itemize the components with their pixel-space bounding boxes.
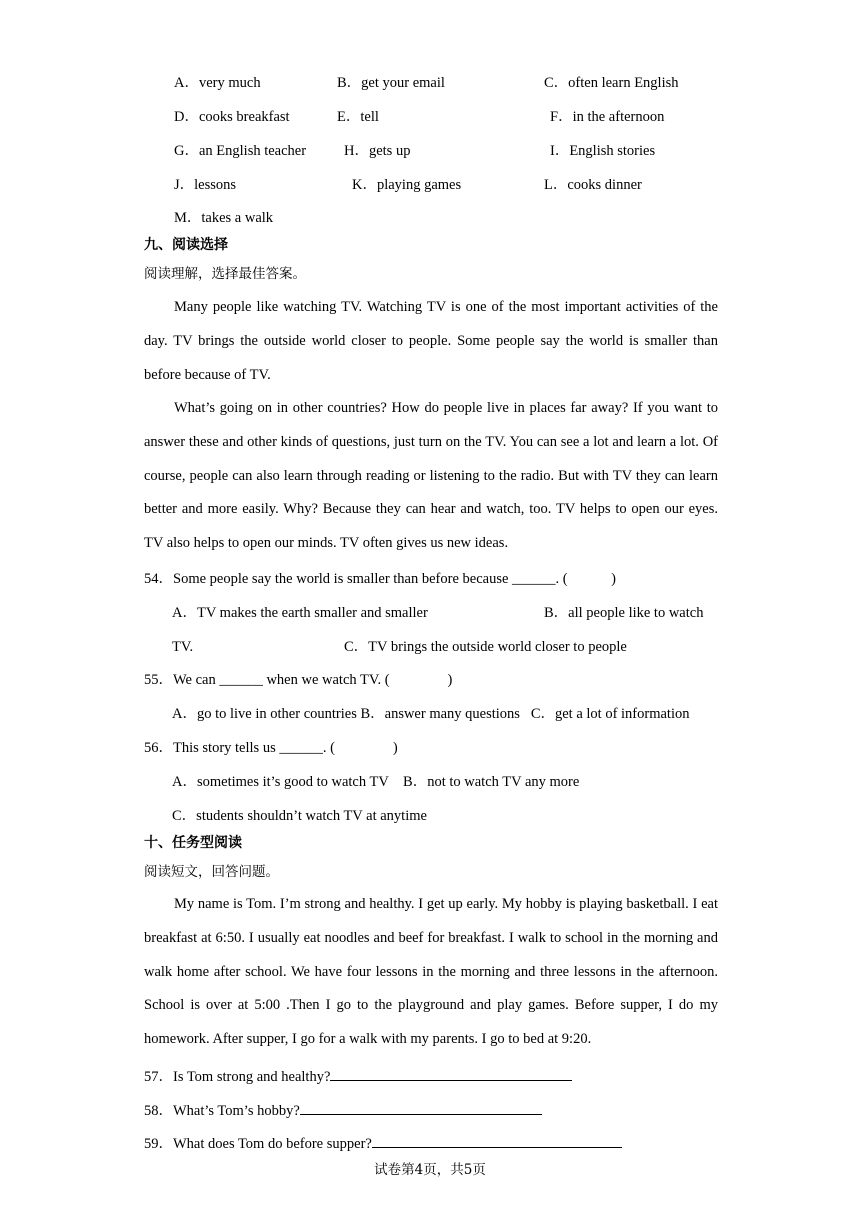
- section10-heading: 十、任务型阅读: [144, 835, 242, 851]
- section9-instruction: 阅读理解，选择最佳答案。: [144, 266, 306, 282]
- question-58-text: 58．What’s Tom’s hobby?: [144, 1103, 300, 1119]
- section9-heading: 九、阅读选择: [144, 237, 228, 253]
- question-54-option-c: C．TV brings the outside world closer to people: [344, 639, 627, 655]
- question-58: [144, 1099, 542, 1121]
- question-59: [144, 1132, 622, 1154]
- section10-instruction: 阅读短文，回答问题。: [144, 864, 279, 880]
- question-57-answer-line[interactable]: [330, 1065, 572, 1081]
- section9-paragraph-1: Many people like watching TV. Watching TV is one of the most important activities of the day. TV brings the outside world closer to people. Some people say the world is smaller than before because of TV.: [144, 299, 718, 383]
- option-m: M．takes a walk: [174, 210, 274, 226]
- option-h: H．gets up: [344, 143, 411, 159]
- question-56-stem: 56．This story tells us ______. ( ): [144, 740, 398, 756]
- question-58-answer-line[interactable]: [300, 1099, 542, 1115]
- question-59-text: 59．What does Tom do before supper?: [144, 1136, 372, 1152]
- question-56-options-ab: A．sometimes it’s good to watch TV B．not to watch TV any more: [172, 774, 580, 790]
- section9-paragraph-2: What’s going on in other countries? How do people live in places far away? If you want to answer these and other kinds of questions, just turn on the TV. You can see a lot and learn a lot. Of course, people can also learn through reading or listening to the radio. But with TV they can learn better and more easily. Why? Because they can hear and watch, too. TV helps to open our eyes. TV also helps to open our minds. TV often gives us new ideas.: [144, 400, 718, 552]
- question-54-option-b: B．all people like to watch: [544, 605, 704, 621]
- section10-paragraph: My name is Tom. I’m strong and healthy. I get up early. My hobby is playing basketball. I eat breakfast at 6:50. I usually eat noodles and beef for breakfast. I walk to school in the morning and walk home after school. We have four lessons in the morning and three lessons in the afternoon. School is over at 5:00 .Then I go to the playground and play games. Before supper, I do my homework. After supper, I go for a walk with my parents. I go to bed at 9:20.: [144, 896, 718, 1048]
- option-g: G．an English teacher: [174, 143, 307, 159]
- option-d: D．cooks breakfast: [174, 109, 290, 125]
- question-55-options: A．go to live in other countries B．answer many questions C．get a lot of information: [172, 706, 690, 722]
- question-57-text: 57．Is Tom strong and healthy?: [144, 1069, 331, 1085]
- option-i: I．English stories: [550, 143, 656, 159]
- question-54-option-a: A．TV makes the earth smaller and smaller: [172, 605, 428, 621]
- option-a: A．very much: [174, 75, 261, 91]
- option-k: K．playing games: [352, 177, 462, 193]
- option-f: F．in the afternoon: [550, 109, 665, 125]
- question-57: [144, 1065, 572, 1087]
- question-59-answer-line[interactable]: [372, 1132, 622, 1148]
- option-e: E．tell: [337, 109, 379, 125]
- page-footer: 试卷第4页，共5页: [374, 1162, 486, 1178]
- question-55-stem: 55．We can ______ when we watch TV. ( ): [144, 672, 453, 688]
- question-56-option-c: C．students shouldn’t watch TV at anytime: [172, 808, 427, 824]
- option-c: C．often learn English: [544, 75, 679, 91]
- question-54-stem: 54．Some people say the world is smaller than before because ______. ( ): [144, 571, 616, 587]
- option-l: L．cooks dinner: [544, 177, 642, 193]
- option-b: B．get your email: [337, 75, 445, 91]
- question-54-option-b-cont: TV.: [172, 639, 194, 655]
- option-j: J．lessons: [174, 177, 237, 193]
